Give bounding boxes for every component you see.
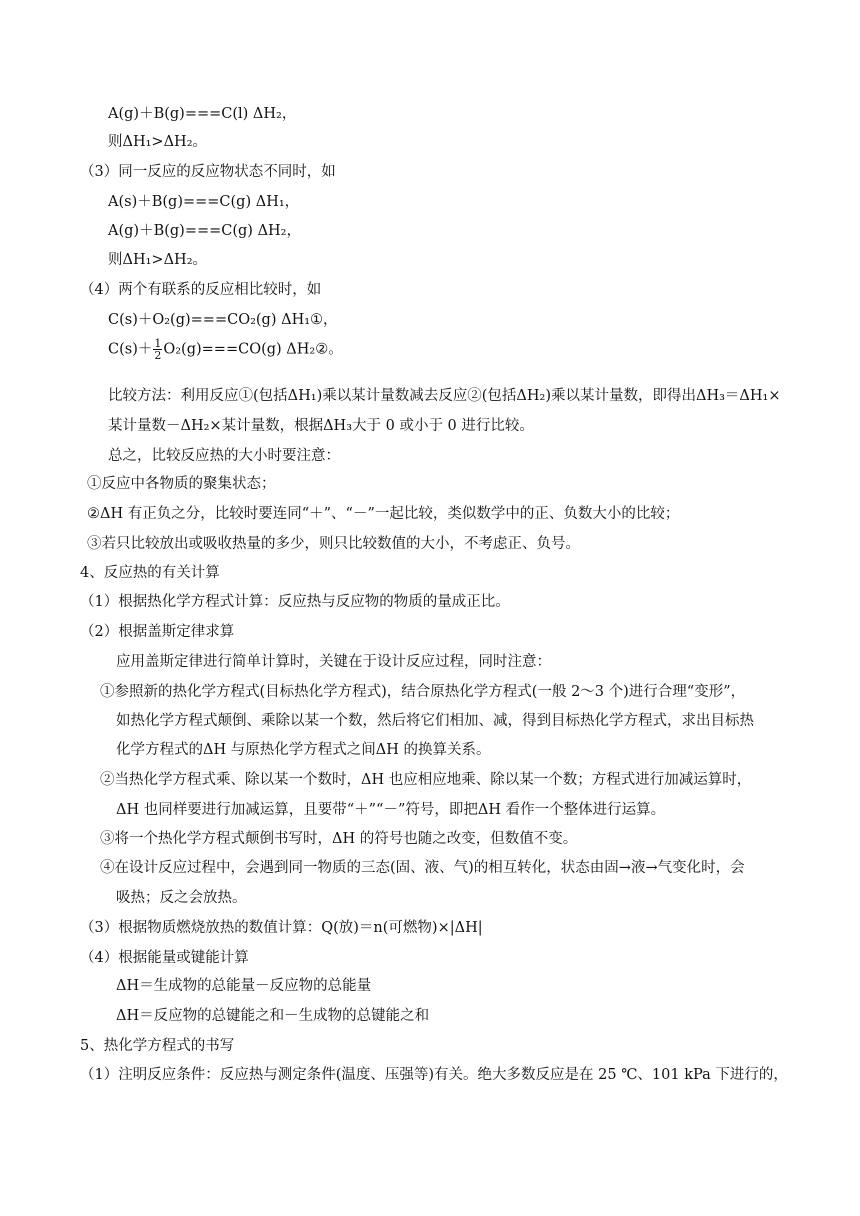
section-heading: （4）两个有联系的反应相比较时，如 [80,282,322,298]
list-item-continuation: 如热化学方程式颠倒、乘除以某一个数，然后将它们相加、减，得到目标热化学方程式，求出目标热 [116,713,754,729]
list-item: ④在设计反应过程中，会遇到同一物质的三态(固、液、气)的相互转化，状态由固→液→气变化时，会 [100,860,745,876]
list-item: ②当热化学方程式乘、除以某一个数时，ΔH 也应相应地乘、除以某一个数；方程式进行加减运算时， [100,772,752,788]
conclusion-line: 则ΔH₁>ΔH₂。 [108,134,208,150]
paragraph-line: 总之，比较反应热的大小时要注意： [108,448,340,464]
conclusion-line: 则ΔH₁>ΔH₂。 [108,252,208,268]
section-heading: 5、热化学方程式的书写 [80,1038,235,1054]
paragraph-line: 比较方法：利用反应①(包括ΔH₁)乘以某计量数减去反应②(包括ΔH₂)乘以某计量数，即得出ΔH₃＝ΔH₁× [108,388,781,404]
formula-line: ΔH＝反应物的总键能之和－生成物的总键能之和 [116,1008,430,1024]
equation-line: C(s)＋O₂(g)===CO₂(g) ΔH₁①， [108,312,338,328]
subsection-heading: （3）根据物质燃烧放热的数值计算：Q(放)＝n(可燃物)×|ΔH| [80,920,483,936]
list-item: ③将一个热化学方程式颠倒书写时，ΔH 的符号也随之改变，但数值不变。 [100,831,578,847]
list-item-continuation: 吸热；反之会放热。 [116,890,247,906]
subsection-heading: （1）注明反应条件：反应热与测定条件(温度、压强等)有关。绝大多数反应是在 25 ℃、101 kPa 下进行的， [80,1067,788,1083]
fraction-equation-line [108,338,343,361]
paragraph-line: 应用盖斯定律进行简单计算时，关键在于设计反应过程，同时注意： [116,654,551,670]
section-heading: 4、反应热的有关计算 [80,565,220,581]
section-heading: （3）同一反应的反应物状态不同时，如 [80,164,336,180]
subsection-heading: （2）根据盖斯定律求算 [80,624,235,640]
equation-line: A(g)＋B(g)===C(l) ΔH₂， [108,106,297,122]
list-item-continuation: ΔH 也同样要进行加减运算，且要带“＋”“－”符号，即把ΔH 看作一个整体进行运算。 [116,802,666,818]
list-item: ②ΔH 有正负之分，比较时要连同“＋”、“－”一起比较，类似数学中的正、负数大小的比较； [87,506,680,522]
list-item: ①参照新的热化学方程式(目标热化学方程式)，结合原热化学方程式(一般 2～3 个)进行合理“变形”， [100,684,746,700]
fraction-equation-prefix: C(s)＋ [108,341,153,358]
list-item: ①反应中各物质的聚集状态； [87,476,276,492]
list-item-continuation: 化学方程式的ΔH 与原热化学方程式之间ΔH 的换算关系。 [116,742,491,758]
paragraph-line: 某计量数－ΔH₂×某计量数，根据ΔH₃大于 0 或小于 0 进行比较。 [108,418,534,434]
equation-line: A(s)＋B(g)===C(g) ΔH₁， [108,194,300,210]
fraction-equation-suffix: O₂(g)===CO(g) ΔH₂②。 [163,341,343,358]
equation-line: A(g)＋B(g)===C(g) ΔH₂， [108,223,301,239]
fraction [153,338,162,361]
fraction-numerator: 1 [154,337,162,350]
fraction-denominator: 2 [154,349,162,362]
formula-line: ΔH＝生成物的总能量－反应物的总能量 [116,978,372,994]
subsection-heading: （1）根据热化学方程式计算：反应热与反应物的物质的量成正比。 [80,594,510,610]
list-item: ③若只比较放出或吸收热量的多少，则只比较数值的大小，不考虑正、负号。 [87,536,580,552]
subsection-heading: （4）根据能量或键能计算 [80,950,249,966]
